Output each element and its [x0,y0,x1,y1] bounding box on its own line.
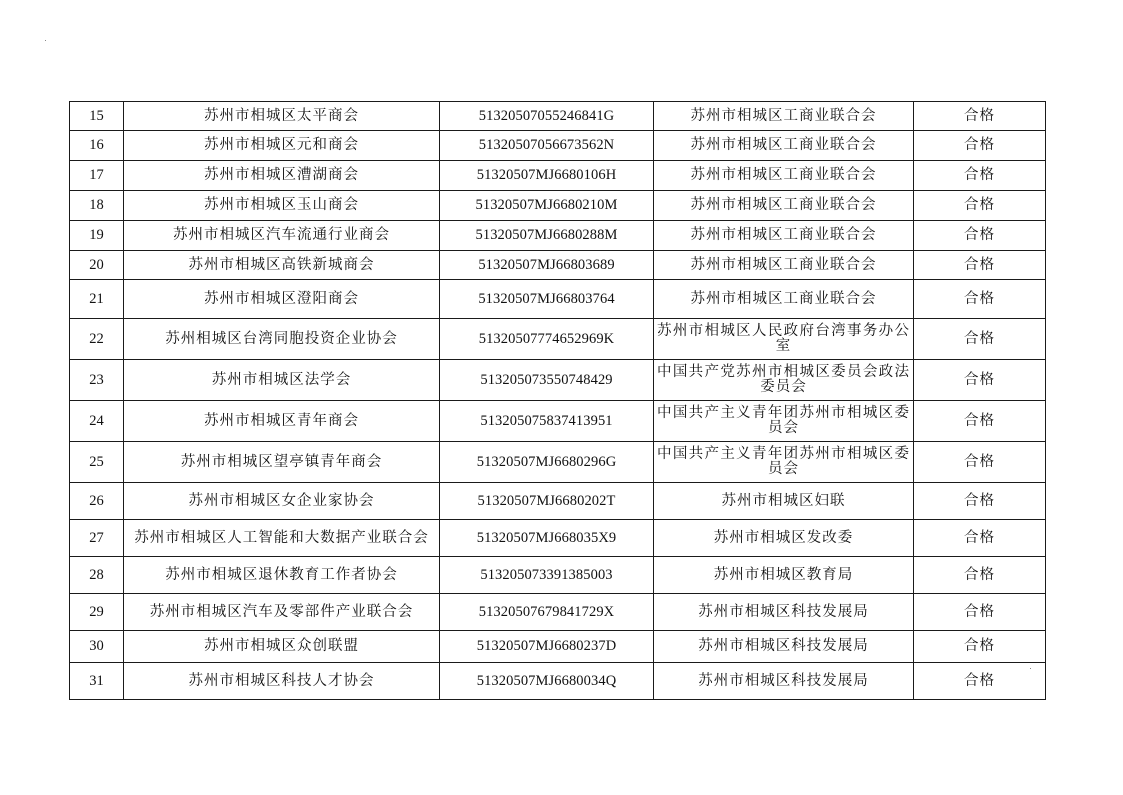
row-number: 15 [70,102,124,131]
registry-table [69,101,1046,700]
inspection-result: 合格 [914,131,1046,161]
supervising-unit: 苏州市相城区工商业联合会 [654,131,914,161]
organization-name: 苏州市相城区元和商会 [124,131,440,161]
credit-code: 51320507MJ6680202T [440,483,654,520]
organization-name: 苏州市相城区汽车及零部件产业联合会 [124,594,440,631]
row-number: 27 [70,520,124,557]
row-number: 20 [70,251,124,280]
supervising-unit: 苏州市相城区教育局 [654,557,914,594]
table-row [70,401,1046,442]
supervising-unit: 苏州市相城区工商业联合会 [654,221,914,251]
supervising-unit: 苏州市相城区科技发展局 [654,594,914,631]
table-row [70,442,1046,483]
organization-name: 苏州市相城区望亭镇青年商会 [124,442,440,483]
scan-speck [45,40,46,41]
inspection-result: 合格 [914,483,1046,520]
credit-code: 51320507MJ6680237D [440,631,654,663]
credit-code: 513205073391385003 [440,557,654,594]
organization-name: 苏州市相城区法学会 [124,360,440,401]
row-number: 28 [70,557,124,594]
inspection-result: 合格 [914,251,1046,280]
row-number: 29 [70,594,124,631]
supervising-unit: 中国共产党苏州市相城区委员会政法委员会 [654,360,914,401]
inspection-result: 合格 [914,360,1046,401]
inspection-result: 合格 [914,280,1046,319]
credit-code: 513205073550748429 [440,360,654,401]
inspection-result: 合格 [914,557,1046,594]
table-row [70,251,1046,280]
row-number: 16 [70,131,124,161]
inspection-result: 合格 [914,221,1046,251]
credit-code: 51320507MJ66803764 [440,280,654,319]
table-row [70,483,1046,520]
inspection-result: 合格 [914,631,1046,663]
row-number: 25 [70,442,124,483]
credit-code: 51320507055246841G [440,102,654,131]
row-number: 24 [70,401,124,442]
credit-code: 51320507MJ6680288M [440,221,654,251]
table-row [70,594,1046,631]
table-row [70,161,1046,191]
credit-code: 51320507679841729X [440,594,654,631]
inspection-result: 合格 [914,442,1046,483]
supervising-unit: 苏州市相城区工商业联合会 [654,161,914,191]
inspection-result: 合格 [914,161,1046,191]
supervising-unit: 苏州市相城区工商业联合会 [654,251,914,280]
row-number: 22 [70,319,124,360]
supervising-unit: 苏州市相城区工商业联合会 [654,102,914,131]
credit-code: 513205075837413951 [440,401,654,442]
supervising-unit: 苏州市相城区发改委 [654,520,914,557]
row-number: 19 [70,221,124,251]
row-number: 23 [70,360,124,401]
organization-name: 苏州市相城区退休教育工作者协会 [124,557,440,594]
organization-name: 苏州市相城区人工智能和大数据产业联合会 [124,520,440,557]
supervising-unit: 苏州市相城区科技发展局 [654,631,914,663]
row-number: 21 [70,280,124,319]
table-row [70,131,1046,161]
supervising-unit: 苏州市相城区人民政府台湾事务办公室 [654,319,914,360]
inspection-result: 合格 [914,594,1046,631]
organization-name: 苏州市相城区漕湖商会 [124,161,440,191]
organization-name: 苏州市相城区青年商会 [124,401,440,442]
table-row [70,557,1046,594]
inspection-result: 合格 [914,319,1046,360]
table-row [70,663,1046,700]
supervising-unit: 苏州市相城区工商业联合会 [654,280,914,319]
table-row [70,520,1046,557]
supervising-unit: 中国共产主义青年团苏州市相城区委员会 [654,442,914,483]
organization-name: 苏州市相城区科技人才协会 [124,663,440,700]
inspection-result: 合格 [914,520,1046,557]
supervising-unit: 中国共产主义青年团苏州市相城区委员会 [654,401,914,442]
row-number: 31 [70,663,124,700]
inspection-result: 合格 [914,102,1046,131]
organization-name: 苏州市相城区澄阳商会 [124,280,440,319]
table-row [70,280,1046,319]
table-row [70,631,1046,663]
organization-name: 苏州相城区台湾同胞投资企业协会 [124,319,440,360]
organization-name: 苏州市相城区众创联盟 [124,631,440,663]
row-number: 17 [70,161,124,191]
row-number: 18 [70,191,124,221]
credit-code: 51320507056673562N [440,131,654,161]
organization-name: 苏州市相城区高铁新城商会 [124,251,440,280]
credit-code: 51320507MJ66803689 [440,251,654,280]
organization-name: 苏州市相城区汽车流通行业商会 [124,221,440,251]
credit-code: 51320507MJ668035X9 [440,520,654,557]
supervising-unit: 苏州市相城区妇联 [654,483,914,520]
credit-code: 51320507MJ6680034Q [440,663,654,700]
credit-code: 51320507MJ6680210M [440,191,654,221]
organization-name: 苏州市相城区女企业家协会 [124,483,440,520]
row-number: 30 [70,631,124,663]
supervising-unit: 苏州市相城区工商业联合会 [654,191,914,221]
inspection-result: 合格 [914,663,1046,700]
table-row [70,360,1046,401]
organization-name: 苏州市相城区玉山商会 [124,191,440,221]
credit-code: 51320507774652969K [440,319,654,360]
credit-code: 51320507MJ6680106H [440,161,654,191]
inspection-result: 合格 [914,191,1046,221]
credit-code: 51320507MJ6680296G [440,442,654,483]
row-number: 26 [70,483,124,520]
table-row [70,102,1046,131]
table-row [70,191,1046,221]
supervising-unit: 苏州市相城区科技发展局 [654,663,914,700]
table-row [70,221,1046,251]
inspection-result: 合格 [914,401,1046,442]
table-row [70,319,1046,360]
organization-name: 苏州市相城区太平商会 [124,102,440,131]
